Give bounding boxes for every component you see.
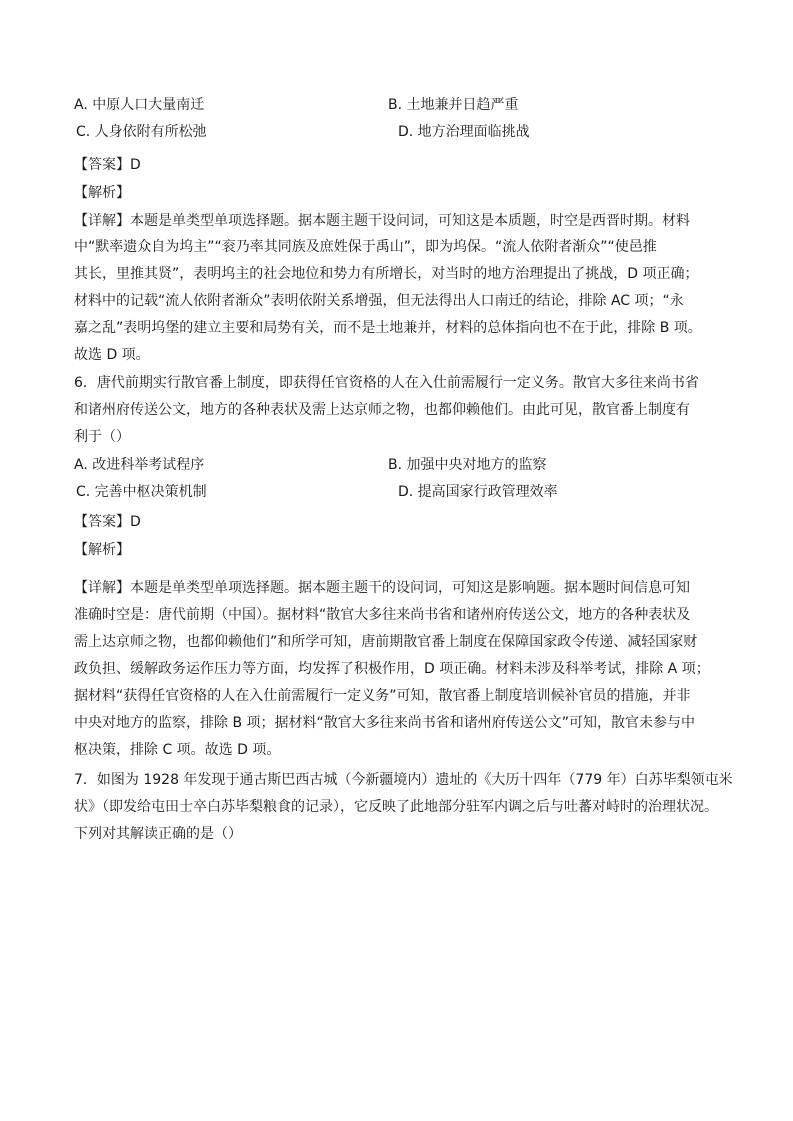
q6-detail-line: 枢决策，排除 C 项。故选 D 项。 — [74, 742, 281, 758]
q6-detail-line: 准确时空是：唐代前期（中国）。据材料“散官大多往来尚书省和诸州府传送公文，地方的各种表状及 — [74, 607, 691, 623]
q6-stem-line: 和诸州府传送公文，地方的各种表状及需上达京师之物，也都仰赖他们。由此可见，散官番上制度有 — [74, 402, 690, 418]
q5-detail-line: 其长，里推其贤”，表明坞主的社会地位和势力有所增长，对当时的地方治理提出了挑战，D 项正确； — [74, 266, 699, 282]
q6-detail-line: 需上达京师之物，也都仰赖他们”和所学可知，唐前期散官番上制度在保障国家政令传递、减轻国家财 — [74, 634, 698, 650]
q6-detail-line: 中央对地方的监察，排除 B 项；据材料“散官大多往来尚书省和诸州府传送公文”可知，散官未参与中 — [74, 715, 696, 731]
q6-answer: 【答案】D — [74, 514, 141, 530]
q5-detail-line: 故选 D 项。 — [74, 347, 150, 363]
q6-stem-line: 6．唐代前期实行散官番上制度，即获得任官资格的人在入仕前需履行一定义务。散官大多往来尚书省 — [74, 375, 699, 391]
q6-option-a: A. 改进科举考试程序 — [74, 457, 205, 473]
q5-detail-line: 【详解】本题是单类型单项选择题。据本题主题干设问词，可知这是本质题，时空是西晋时期。材料 — [74, 213, 690, 229]
q5-option-c: C. 人身依附有所松弛 — [76, 124, 207, 140]
q5-option-a: A. 中原人口大量南迁 — [74, 97, 205, 113]
q7-stem-line: 状》（即发给屯田士卒白苏毕梨粮食的记录），它反映了此地部分驻军内调之后与吐蕃对峙时的治理状况。 — [74, 799, 718, 815]
q6-detail-line: 【详解】本题是单类型单项选择题。据本题主题干的设问词，可知这是影响题。据本题时间信息可知 — [74, 580, 690, 596]
q6-detail-line: 据材料“获得任官资格的人在入仕前需履行一定义务”可知，散官番上制度培训候补官员的措施，并非 — [74, 688, 691, 704]
q6-stem-line: 利于（） — [74, 429, 130, 445]
q7-stem-line: 下列对其解读正确的是（） — [74, 826, 242, 842]
q7-stem-line: 7．如图为 1928 年发现于通古斯巴西古城（今新疆境内）遗址的《大历十四年（779 年）白苏毕梨领屯米 — [74, 772, 733, 788]
q5-answer: 【答案】D — [74, 157, 141, 173]
q6-analysis-label: 【解析】 — [74, 542, 130, 558]
q5-detail-line: 嘉之乱”表明坞堡的建立主要和局势有关，而不是土地兼并，材料的总体指向也不在于此，排除 B 项。 — [74, 320, 702, 336]
q6-option-b: B. 加强中央对地方的监察 — [388, 457, 547, 473]
q6-option-d: D. 提高国家行政管理效率 — [398, 484, 558, 500]
q6-option-c: C. 完善中枢决策机制 — [76, 484, 207, 500]
q5-detail-line: 中“默率遗众自为坞主”“衮乃率其同族及庶姓保于禹山”，即为坞保。“流人依附者渐众”“使邑推 — [74, 239, 657, 255]
q5-option-b: B. 土地兼并日趋严重 — [388, 97, 519, 113]
q5-detail-line: 材料中的记载“流人依附者渐众”表明依附关系增强，但无法得出人口南迁的结论，排除 AC 项；“永 — [74, 293, 684, 309]
q6-detail-line: 政负担、缓解政务运作压力等方面，均发挥了积极作用，D 项正确。材料未涉及科举考试，排除 A 项； — [74, 661, 710, 677]
q5-analysis-label: 【解析】 — [74, 185, 130, 201]
q5-option-d: D. 地方治理面临挑战 — [398, 124, 530, 140]
